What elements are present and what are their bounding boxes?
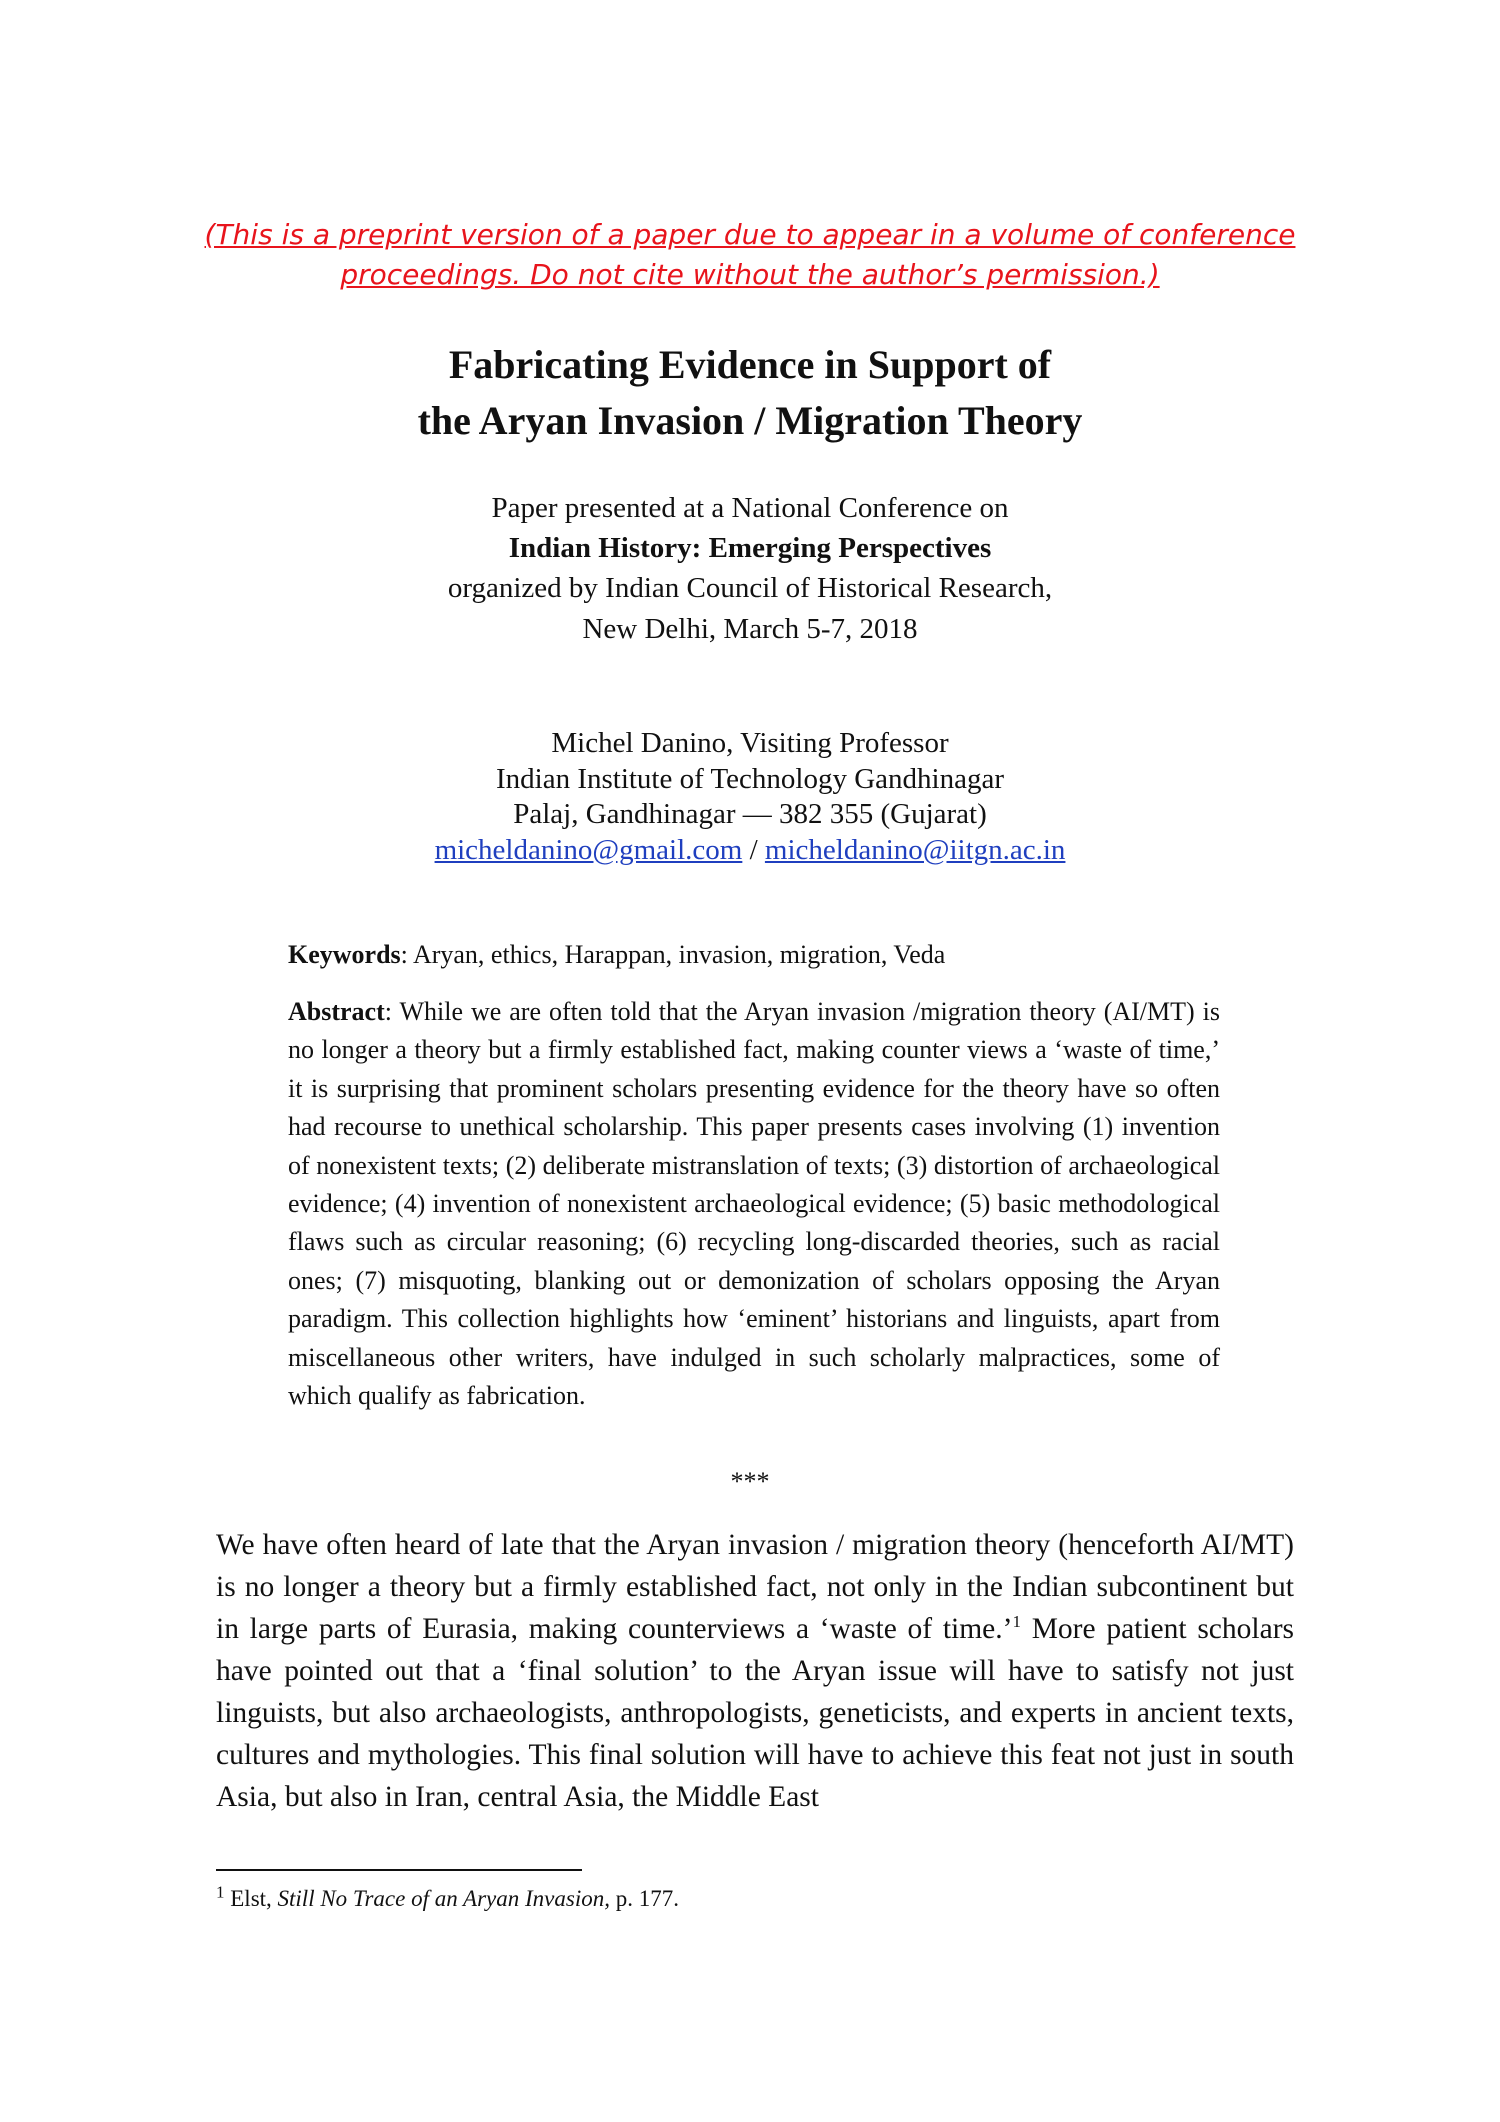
keywords-text: : Aryan, ethics, Harappan, invasion, migration, Veda <box>400 940 946 969</box>
footnote-divider <box>216 1869 582 1871</box>
paper-title-line-1: Fabricating Evidence in Support of <box>448 342 1052 387</box>
conference-name: Indian History: Emerging Perspectives <box>508 532 992 564</box>
conference-place-date: New Delhi, March 5-7, 2018 <box>582 613 918 645</box>
conference-organizer: organized by Indian Council of Historical Research, <box>447 572 1053 604</box>
footnote-book-title: Still No Trace of an Aryan Invasion, <box>277 1886 610 1911</box>
preprint-notice-line-1: (This is a preprint version of a paper due to appear in a volume of conference <box>204 218 1296 251</box>
email-link-gmail[interactable]: micheldanino@gmail.com <box>434 834 743 866</box>
author-emails <box>300 832 1200 868</box>
footnote-marker: 1 <box>216 1882 225 1902</box>
footnote <box>216 1884 1216 1914</box>
author-address: Palaj, Gandhinagar — 382 355 (Gujarat) <box>513 798 987 830</box>
abstract-text: : While we are often told that the Aryan invasion /migration theory (AI/MT) is no longer a theory but a firmly established fact, making counter views a ‘waste of time,’ it is surprising that prominent scholars presenting evidence for the theory have so often had recourse to unethical scholarship. This paper presents cases involving (1) invention of nonexistent texts; (2) deliberate mistranslation of texts; (3) distortion of archaeological evidence; (4) invention of nonexistent archaeological evidence; (5) basic methodological flaws such as circular reasoning; (6) recycling long-discarded theories, such as racial ones; (7) misquoting, blanking out or demonization of scholars opposing the Aryan paradigm. This collection highlights how ‘eminent’ historians and linguists, apart from miscellaneous other writers, have indulged in such scholarly malpractices, some of which qualify as fabrication. <box>288 997 1220 1411</box>
section-separator: *** <box>730 1467 770 1496</box>
preprint-notice-line-2: proceedings. Do not cite without the author’s permission.) <box>340 258 1160 291</box>
body-paragraph <box>216 1524 1294 1818</box>
abstract-label: Abstract <box>288 997 385 1026</box>
author-institution: Indian Institute of Technology Gandhinagar <box>495 763 1005 795</box>
keywords-label: Keywords <box>288 940 401 969</box>
email-separator: / <box>749 834 758 866</box>
email-link-iitgn[interactable]: micheldanino@iitgn.ac.in <box>764 834 1066 866</box>
body-text-part-1: We have often heard of late that the Aryan invasion / migration theory (henceforth AI/MT) is no longer a theory but a firmly established fact, not only in the Indian subcontinent but in large parts of Eurasia, making counterviews a ‘waste of time.’ <box>216 1529 1294 1645</box>
body-text-part-2: More patient scholars have pointed out that a ‘final solution’ to the Aryan issue will have to satisfy not just linguists, but also archaeologists, anthropologists, geneticists, and experts in ancient texts, cultures and mythologies. This final solution will have to achieve this feat not just in south Asia, but also in Iran, central Asia, the Middle East <box>216 1613 1294 1813</box>
conference-intro: Paper presented at a National Conference on <box>491 492 1009 524</box>
paper-title-line-2: the Aryan Invasion / Migration Theory <box>417 398 1083 443</box>
keywords-paragraph <box>288 938 1220 972</box>
author-name: Michel Danino, Visiting Professor <box>551 727 949 759</box>
footnote-page: p. 177. <box>609 1886 679 1911</box>
abstract-paragraph <box>288 993 1220 1415</box>
footnote-reference[interactable]: 1 <box>1012 1612 1021 1632</box>
footnote-author: Elst, <box>224 1886 278 1911</box>
